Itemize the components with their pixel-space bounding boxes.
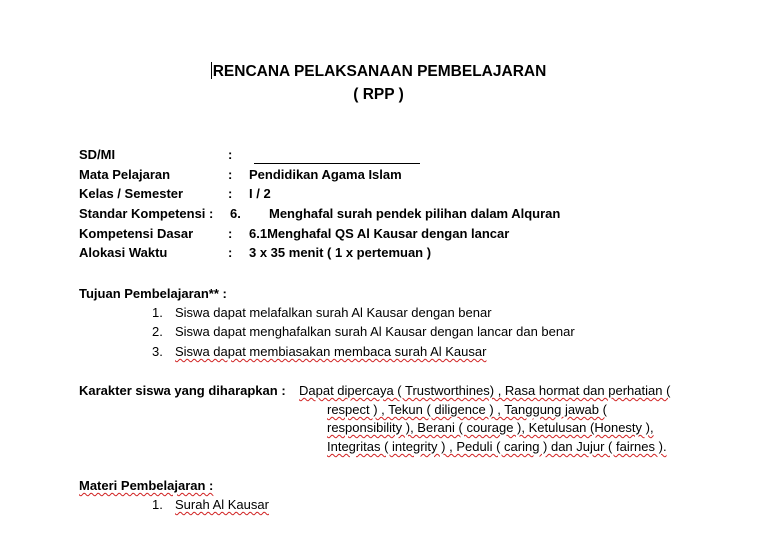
list-item: Siswa dapat melafalkan surah Al Kausar dengan benar <box>175 305 492 320</box>
title-line-1: RENCANA PELAKSANAAN PEMBELAJARAN <box>212 63 547 80</box>
identity-number: 6. <box>230 206 241 221</box>
list-number: 1. <box>152 497 163 512</box>
list-item: Surah Al Kausar <box>175 497 269 512</box>
identity-label: Alokasi Waktu <box>79 245 168 260</box>
identity-label: SD/MI <box>79 147 116 162</box>
identity-label: Mata Pelajaran <box>79 167 171 182</box>
list-number: 2. <box>152 324 163 339</box>
identity-value: 3 x 35 menit ( 1 x pertemuan ) <box>249 245 432 260</box>
identity-value: 6.1Menghafal QS Al Kausar dengan lancar <box>249 226 510 241</box>
document-subtitle: ( RPP ) <box>353 86 404 103</box>
identity-label: Kompetensi Dasar <box>79 226 194 241</box>
school-blank-line <box>254 146 420 164</box>
identity-colon: : <box>228 186 233 201</box>
identity-colon: : <box>228 147 233 162</box>
karakter-line: Integritas ( integrity ) , Peduli ( caring ) dan Jujur ( fairnes ). <box>327 439 667 454</box>
list-number: 1. <box>152 305 163 320</box>
text-cursor <box>211 62 212 79</box>
identity-colon: : <box>228 167 233 182</box>
identity-label: Standar Kompetensi : <box>79 206 214 221</box>
document-title <box>0 62 757 81</box>
karakter-line: Dapat dipercaya ( Trustworthines) , Rasa hormat dan perhatian ( <box>299 383 671 398</box>
karakter-line: responsibility ), Berani ( courage ), Ketulusan (Honesty ), <box>327 420 654 435</box>
identity-value: I / 2 <box>249 186 271 201</box>
section-heading: Tujuan Pembelajaran** : <box>79 286 227 301</box>
list-item: Siswa dapat menghafalkan surah Al Kausar dengan lancar dan benar <box>175 324 575 339</box>
identity-colon: : <box>228 226 233 241</box>
list-number: 3. <box>152 344 163 359</box>
list-item: Siswa dapat membiasakan membaca surah Al Kausar <box>175 344 487 359</box>
section-heading: Materi Pembelajaran : <box>79 478 214 493</box>
identity-value: Pendidikan Agama Islam <box>249 167 402 182</box>
karakter-line: respect ) , Tekun ( diligence ) , Tanggung jawab ( <box>327 402 607 417</box>
identity-label: Kelas / Semester <box>79 186 184 201</box>
identity-colon: : <box>228 245 233 260</box>
section-heading: Karakter siswa yang diharapkan : <box>79 383 286 398</box>
identity-value: Menghafal surah pendek pilihan dalam Alquran <box>269 206 561 221</box>
